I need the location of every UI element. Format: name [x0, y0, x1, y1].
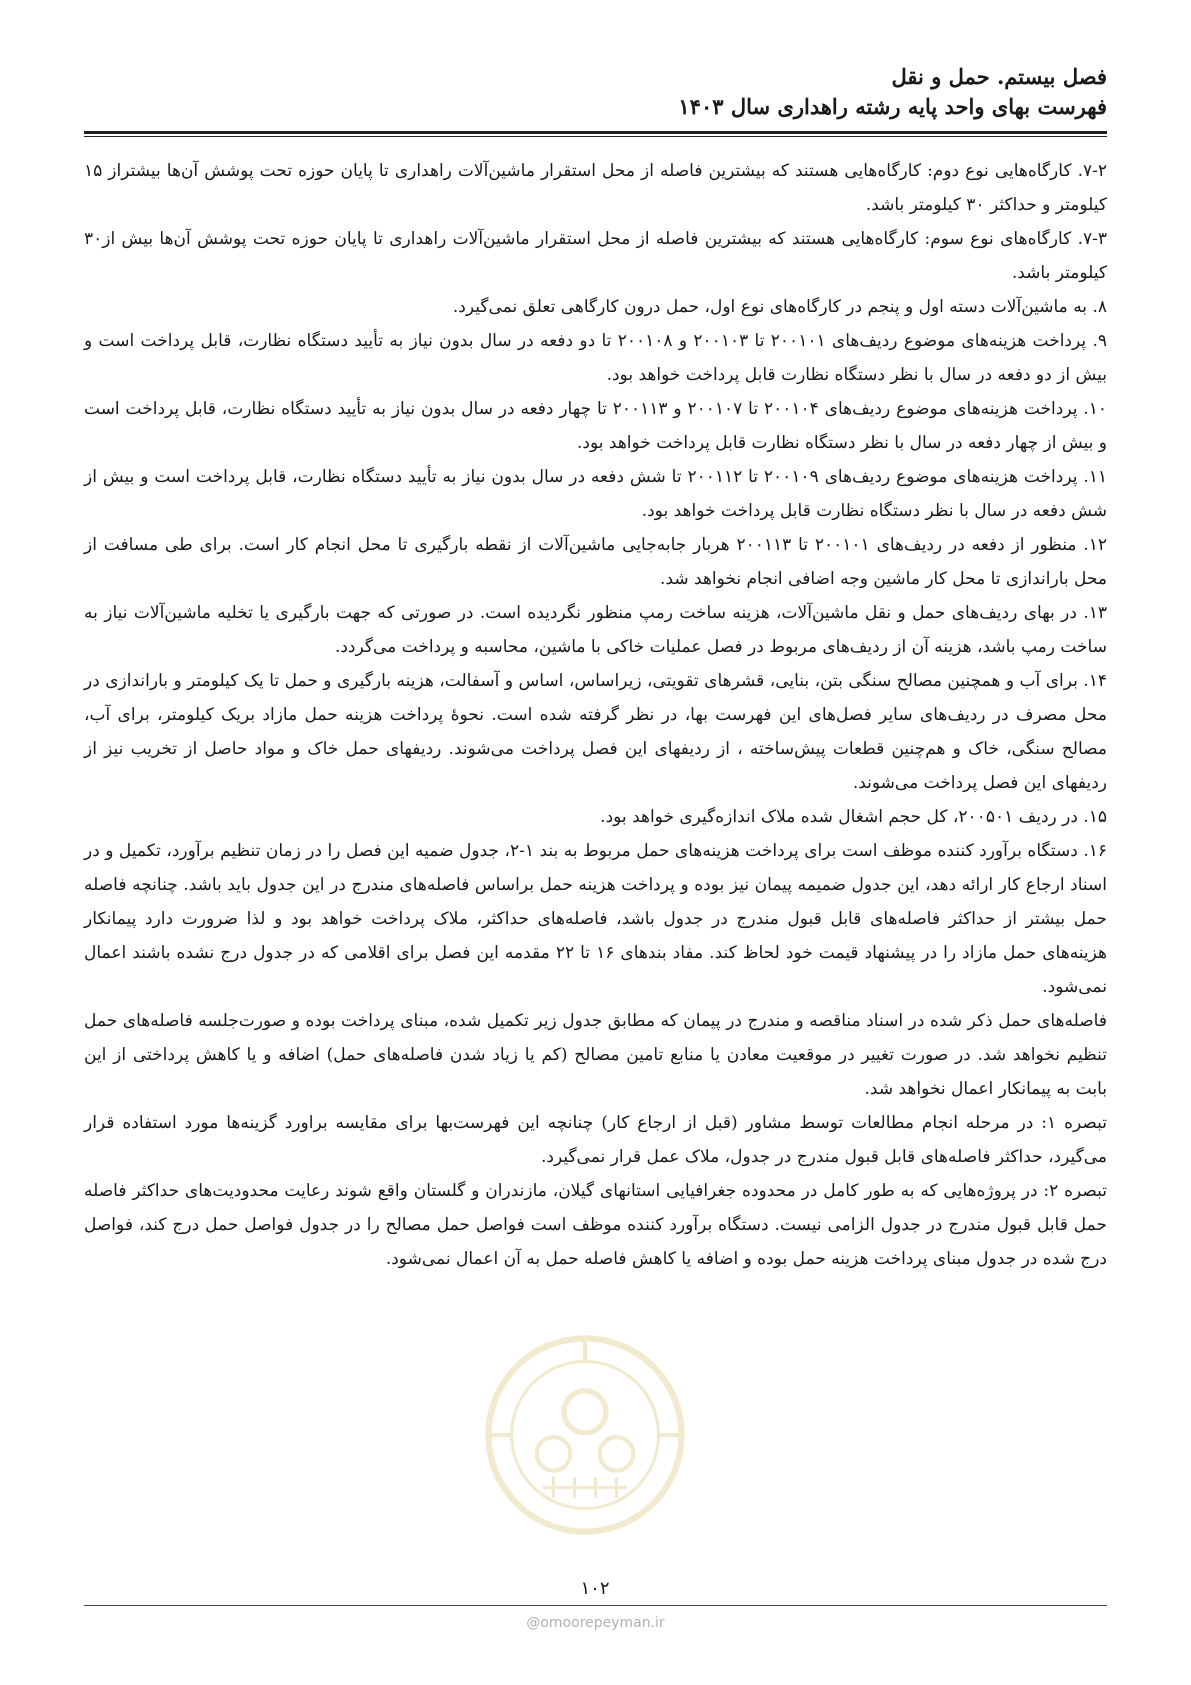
footer-site-watermark: @omoorepeyman.ir [526, 1615, 665, 1631]
paragraph: ۱۳. در بهای ردیف‌های حمل و نقل ماشین‌آلات، هزینه ساخت رمپ منظور نگردیده است. در صورتی که جهت بارگیری یا تخلیه ماشین‌آلات نیاز به ساخت رمپ باشد، هزینه آن از ردیف‌های مربوط در فصل عملیات خاکی با ماشین، محاسبه و پرداخت می‌گردد. [84, 603, 1107, 657]
page-number: ۱۰۲ [545, 1578, 645, 1599]
paragraph: ۱۵. در ردیف ۲۰۰۵۰۱، کل حجم اشغال شده ملاک اندازه‌گیری خواهد بود. [600, 807, 1107, 827]
header-rule-thin [84, 136, 1107, 137]
chapter-title: فصل بیستم. حمل و نقل [891, 64, 1107, 89]
paragraph: ۱۲. منظور از دفعه در ردیف‌های ۲۰۰۱۰۱ تا ۲۰۰۱۱۳ هربار جابه‌جایی ماشین‌آلات از نقطه بارگیری تا محل انجام کار است. برای طی مسافت از محل باراندازی تا محل کار ماشین وجه اضافی انجام نخواهد شد. [84, 535, 1107, 589]
paragraph: ۸. به ماشین‌آلات دسته اول و پنجم در کارگاه‌های نوع اول، حمل درون کارگاهی تعلق نمی‌گیرد. [452, 297, 1107, 317]
paragraph: ۱۴. برای آب و همچنین مصالح سنگی بتن، بنایی، قشرهای تقویتی، زیراساس، اساس و آسفالت، هزینه بارگیری و حمل تا یک کیلومتر و باراندازی در محل مصرف در ردیف‌های سایر فصل‌های این فهرست بها، در نظر گرفته شده است. نحوهٔ پرداخت هزینه حمل مازاد بریک کیلومتر، برای آب، مصالح سنگی، خاک و هم‌چنین قطعات پیش‌ساخته ، از ردیفهای این فصل پرداخت می‌شوند. ردیفهای حمل خاک و مواد حاصل از تخریب نیز از ردیفهای این فصل پرداخت می‌شوند. [84, 671, 1107, 793]
paragraph: ۷-۳. کارگاه‌های نوع سوم: کارگاه‌هایی هستند که بیشترین فاصله از محل استقرار ماشین‌آلات راهداری تا پایان حوزه تحت پوشش آن‌ها بیش از۳۰ کیلومتر باشد. [84, 229, 1107, 283]
paragraph: ۱۱. پرداخت هزینه‌های موضوع ردیف‌های ۲۰۰۱۰۹ تا ۲۰۰۱۱۲ تا شش دفعه در سال بدون نیاز به تأیید دستگاه نظارت، قابل پرداخت است و بیش از شش دفعه در سال با نظر دستگاه نظارت قابل پرداخت خواهد بود. [84, 467, 1108, 521]
body-text [84, 154, 1107, 1276]
header-rule-thick [84, 131, 1107, 134]
paragraph: تبصره ۱: در مرحله انجام مطالعات توسط مشاور (قبل از ارجاع کار) چنانچه این فهرست‌بها برای مقایسه براورد گزینه‌ها مورد استفاده قرار می‌گیرد، حداکثر فاصله‌های قابل قبول مندرج در جدول، ملاک عمل قرار نمی‌گیرد. [84, 1113, 1107, 1167]
page-header [84, 62, 1107, 122]
paragraph: ۷-۲. کارگاه‌هایی نوع دوم: کارگاه‌هایی هستند که بیشترین فاصله از محل استقرار ماشین‌آلات راهداری تا پایان حوزه تحت پوشش آن‌ها بیشتراز ۱۵ کیلومتر و حداکثر ۳۰ کیلومتر باشد. [84, 161, 1107, 215]
paragraph: ۹. پرداخت هزینه‌های موضوع ردیف‌های ۲۰۰۱۰۱ تا ۲۰۰۱۰۳ و ۲۰۰۱۰۸ تا دو دفعه در سال بدون نیاز به تأیید دستگاه نظارت، قابل پرداخت است و بیش از دو دفعه در سال با نظر دستگاه نظارت قابل پرداخت خواهد بود. [84, 331, 1107, 385]
document-title: فهرست بهای واحد پایه رشته راهداری سال ۱۴۰۳ [678, 94, 1107, 119]
paragraph: ۱۰. پرداخت هزینه‌های موضوع ردیف‌های ۲۰۰۱۰۴ تا ۲۰۰۱۰۷ و ۲۰۰۱۱۳ تا چهار دفعه در سال بدون نیاز به تأیید دستگاه نظارت، قابل پرداخت است و بیش از چهار دفعه در سال با نظر دستگاه نظارت قابل پرداخت خواهد بود. [84, 399, 1108, 453]
paragraph: تبصره ۲: در پروژه‌هایی که به طور کامل در محدوده جغرافیایی استانهای گیلان، مازندران و گلستان واقع شوند رعایت محدودیت‌های حداکثر فاصله حمل قابل قبول مندرج در جدول الزامی نیست. دستگاه برآورد کننده موظف است فواصل حمل مصالح را در جدول فواصل حمل درج کند، فواصل درج شده در جدول مبنای پرداخت هزینه حمل بوده و اضافه یا کاهش فاصله حمل به آن اعمال نمی‌شود. [84, 1181, 1107, 1269]
paragraph: فاصله‌های حمل ذکر شده در اسناد مناقصه و مندرج در پیمان که مطابق جدول زیر تکمیل شده، مبنای پرداخت بوده و صورت‌جلسه فاصله‌های حمل تنظیم نخواهد شد. در صورت تغییر در موقعیت معادن یا منابع تامین مصالح (کم یا زیاد شدن فاصله‌های حمل) اضافه و یا کاهش پرداختی از این بابت به پیمانکار اعمال نخواهد شد. [84, 1011, 1107, 1099]
seal-watermark-icon [480, 1330, 690, 1540]
footer-rule [84, 1605, 1107, 1606]
paragraph: ۱۶. دستگاه برآورد کننده موظف است برای پرداخت هزینه‌های حمل مربوط به بند ۱-۲، جدول ضمیه این فصل را در زمان تنظیم برآورد، تکمیل و در اسناد ارجاع کار ارائه دهد، این جدول ضمیمه پیمان نیز بوده و پرداخت هزینه حمل براساس فاصله‌های مندرج در این جدول باید باشد. چنانچه فاصله حمل بیشتر از حداکثر فاصله‌های قابل قبول مندرج در جدول باشد، فاصله‌های حداکثر، ملاک پرداخت خواهد بود و لذا ضرورت دارد پیمانکار هزینه‌های حمل مازاد را در پیشنهاد قیمت خود لحاظ کند. مفاد بندهای ۱۶ تا ۲۲ مقدمه این فصل برای اقلامی که در جدول درج نشده باشند اعمال نمی‌شود. [84, 841, 1108, 997]
